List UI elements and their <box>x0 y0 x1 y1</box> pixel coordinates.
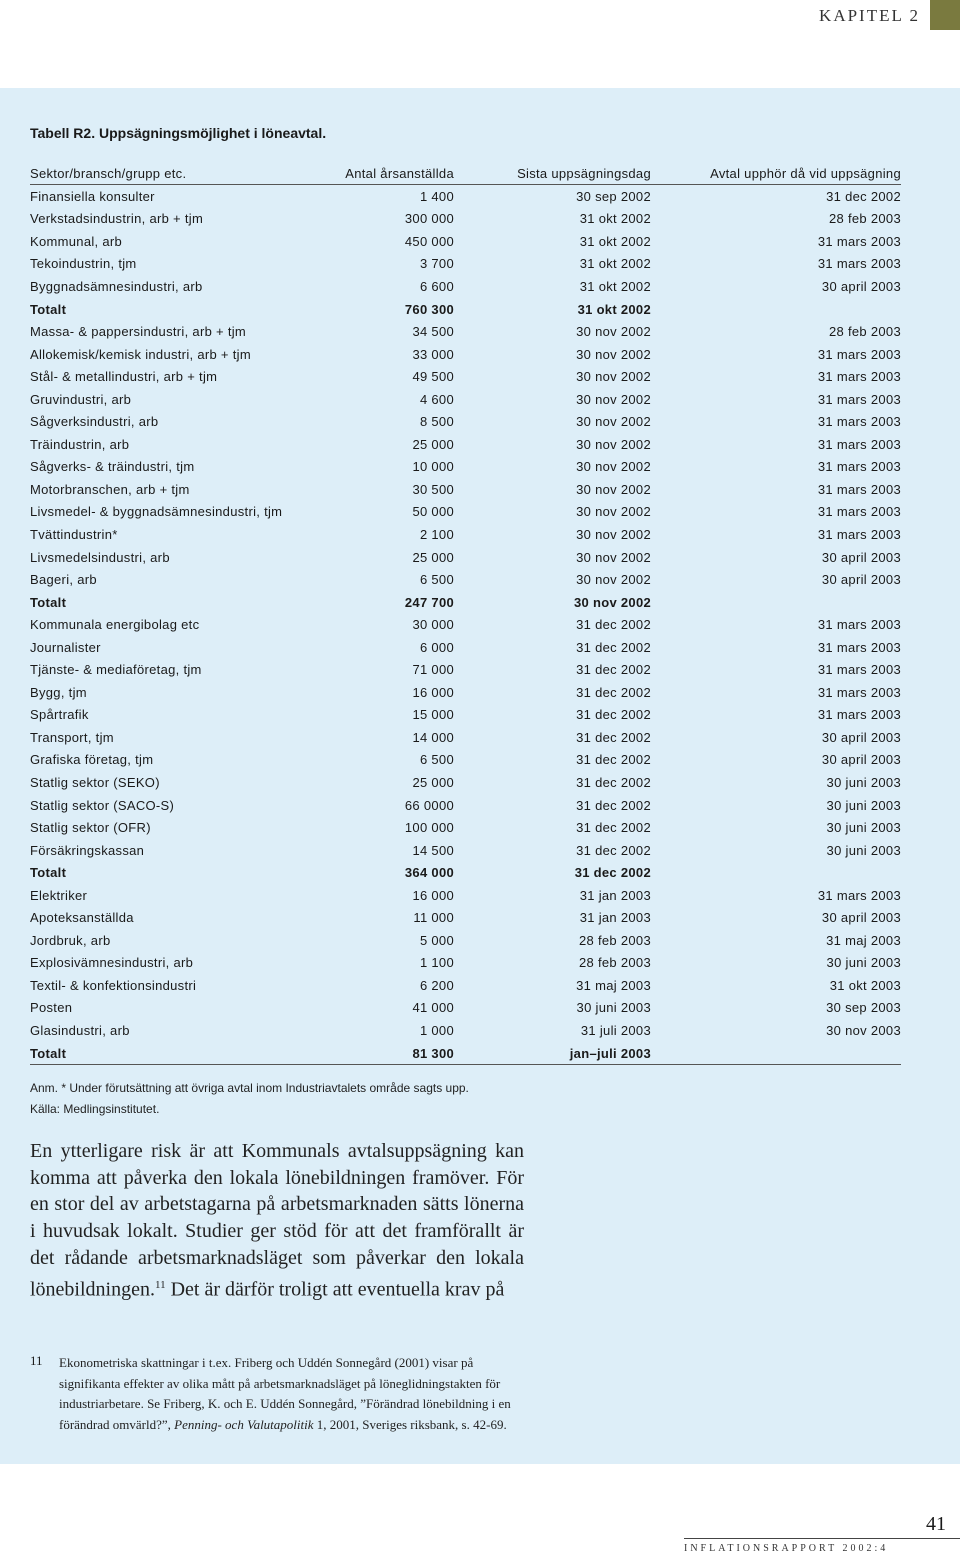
sector-cell: Totalt <box>30 865 67 881</box>
table-row <box>30 839 901 862</box>
sector-cell: Textil- & konfektionsindustri <box>30 977 197 993</box>
agreement-end-cell: 31 mars 2003 <box>817 526 901 542</box>
employees-cell: 364 000 <box>404 865 454 881</box>
employees-cell: 11 000 <box>413 910 454 926</box>
sector-cell: Statlig sektor (SACO-S) <box>30 797 175 813</box>
sector-cell: Statlig sektor (SEKO) <box>30 774 160 790</box>
last-notice-cell: 31 okt 2002 <box>579 256 651 272</box>
last-notice-cell: 30 nov 2002 <box>576 549 651 565</box>
employees-cell: 2 100 <box>419 526 454 542</box>
agreement-end-cell: 28 feb 2003 <box>829 324 901 340</box>
table-row <box>30 974 901 997</box>
publication-name: INFLATIONSRAPPORT 2002:4 <box>684 1543 889 1554</box>
table-row <box>30 749 901 772</box>
last-notice-cell: 31 okt 2002 <box>579 233 651 249</box>
agreement-end-cell: 31 mars 2003 <box>817 436 901 452</box>
employees-cell: 71 000 <box>412 662 454 678</box>
employees-cell: 25 000 <box>412 774 454 790</box>
sector-cell: Tekoindustrin, tjm <box>30 256 137 272</box>
chapter-marker <box>930 0 960 30</box>
sector-cell: Allokemisk/kemisk industri, arb + tjm <box>30 346 251 362</box>
agreement-end-cell: 30 april 2003 <box>821 752 901 768</box>
last-notice-cell: 30 juni 2003 <box>576 1000 651 1016</box>
agreement-end-cell: 31 mars 2003 <box>817 707 901 723</box>
sector-cell: Försäkringskassan <box>30 842 145 858</box>
agreement-end-cell: 30 april 2003 <box>821 549 901 565</box>
sector-cell: Apoteksanställda <box>30 910 134 926</box>
agreement-end-cell <box>651 591 901 614</box>
agreement-end-cell: 31 mars 2003 <box>817 391 901 407</box>
employees-cell: 1 100 <box>419 955 454 971</box>
table-row <box>30 591 901 614</box>
employees-cell: 3 700 <box>419 256 454 272</box>
last-notice-cell: 31 dec 2002 <box>576 639 651 655</box>
table-header-row <box>30 162 901 185</box>
last-notice-cell: 30 nov 2002 <box>576 391 651 407</box>
table-note: Anm. * Under förutsättning att övriga avtal inom Industriavtalets område sagts upp. <box>30 1081 469 1095</box>
table-row <box>30 997 901 1020</box>
table-row <box>30 208 901 231</box>
sector-cell: Finansiella konsulter <box>30 188 155 204</box>
last-notice-cell: 31 dec 2002 <box>576 684 651 700</box>
table-row <box>30 230 901 253</box>
sector-cell: Grafiska företag, tjm <box>30 752 154 768</box>
employees-cell: 49 500 <box>412 369 454 385</box>
sector-cell: Kommunal, arb <box>30 233 123 249</box>
last-notice-cell: 31 okt 2002 <box>579 278 651 294</box>
table-row <box>30 501 901 524</box>
column-header-sector: Sektor/bransch/grupp etc. <box>30 162 330 185</box>
last-notice-cell: 30 nov 2002 <box>576 459 651 475</box>
agreement-end-cell: 30 nov 2003 <box>826 1023 901 1038</box>
sector-cell: Sågverksindustri, arb <box>30 414 159 430</box>
table-row <box>30 1019 901 1042</box>
agreement-end-cell: 30 juni 2003 <box>826 797 901 813</box>
agreement-end-cell <box>651 1042 901 1065</box>
employees-cell: 25 000 <box>412 549 454 565</box>
agreement-end-cell: 30 juni 2003 <box>826 842 901 858</box>
page-number: 41 <box>926 1513 946 1535</box>
last-notice-cell: 31 dec 2002 <box>576 842 651 858</box>
employees-cell: 16 000 <box>412 887 454 903</box>
table-row <box>30 365 901 388</box>
table-row <box>30 771 901 794</box>
agreement-end-cell: 30 april 2003 <box>821 278 901 294</box>
column-header-last-notice-day: Sista uppsägningsdag <box>454 162 651 185</box>
table-row <box>30 410 901 433</box>
table-body <box>30 185 901 1065</box>
table-row <box>30 568 901 591</box>
agreement-end-cell: 31 mars 2003 <box>817 233 901 249</box>
footnote-text-start: Ekonometriska skattningar i t.ex. Friberg och Uddén Sonnegård (2001) visar på signifikanta effekter av olika mått på arbetsmarknadsläget på löneglidningstakten för industriarbetare. Se Friberg, K. och E. Uddén Sonnegård, ”Förändrad lönebildning i en förändrad omvärld?”, <box>59 1355 511 1432</box>
agreement-end-cell <box>651 861 901 884</box>
sector-cell: Sågverks- & träindustri, tjm <box>30 459 195 475</box>
table-row <box>30 658 901 681</box>
employees-cell: 6 600 <box>419 278 454 294</box>
agreement-end-cell: 31 maj 2003 <box>826 932 901 948</box>
employees-cell: 16 000 <box>412 684 454 700</box>
employees-cell: 33 000 <box>412 346 454 362</box>
agreement-end-cell: 31 mars 2003 <box>817 256 901 272</box>
employees-cell: 6 000 <box>419 639 454 655</box>
last-notice-cell: 30 nov 2002 <box>573 594 651 610</box>
table-row <box>30 253 901 276</box>
table-row <box>30 907 901 930</box>
last-notice-cell: 31 dec 2002 <box>576 820 651 836</box>
last-notice-cell: 28 feb 2003 <box>579 932 651 948</box>
table-row <box>30 636 901 659</box>
agreement-end-cell: 31 mars 2003 <box>817 887 901 903</box>
notice-table <box>30 162 901 1065</box>
employees-cell: 100 000 <box>404 820 454 836</box>
table-row <box>30 613 901 636</box>
employees-cell: 41 000 <box>412 1000 454 1016</box>
last-notice-cell: 31 dec 2002 <box>576 617 651 633</box>
agreement-end-cell: 31 mars 2003 <box>817 369 901 385</box>
table-row <box>30 794 901 817</box>
sector-cell: Bygg, tjm <box>30 684 87 700</box>
agreement-end-cell: 31 mars 2003 <box>817 639 901 655</box>
sector-cell: Byggnadsämnesindustri, arb <box>30 278 203 294</box>
last-notice-cell: 31 okt 2002 <box>579 211 651 227</box>
employees-cell: 300 000 <box>404 211 454 227</box>
employees-cell: 30 000 <box>412 617 454 633</box>
employees-cell: 14 500 <box>412 842 454 858</box>
table-row <box>30 546 901 569</box>
agreement-end-cell: 31 okt 2003 <box>829 977 901 993</box>
employees-cell: 81 300 <box>330 1042 454 1065</box>
last-notice-cell: 28 feb 2003 <box>579 955 651 971</box>
last-notice-cell: 30 sep 2002 <box>576 188 651 204</box>
sector-cell: Verkstadsindustrin, arb + tjm <box>30 211 204 227</box>
agreement-end-cell: 31 mars 2003 <box>817 459 901 475</box>
last-notice-cell: 31 dec 2002 <box>576 707 651 723</box>
employees-cell: 25 000 <box>412 436 454 452</box>
table-row <box>30 456 901 479</box>
employees-cell: 14 000 <box>412 729 454 745</box>
sector-cell: Stål- & metallindustri, arb + tjm <box>30 369 218 385</box>
last-notice-cell: 31 dec 2002 <box>574 865 651 881</box>
sector-cell: Statlig sektor (OFR) <box>30 820 151 836</box>
sector-cell: Transport, tjm <box>30 729 114 745</box>
employees-cell: 6 200 <box>419 977 454 993</box>
table-row <box>30 929 901 952</box>
footnote-text <box>59 1353 519 1435</box>
table-row <box>30 861 901 884</box>
table-row <box>30 478 901 501</box>
last-notice-cell: 30 nov 2002 <box>576 481 651 497</box>
employees-cell: 1 000 <box>419 1023 454 1038</box>
sector-cell: Glasindustri, arb <box>30 1023 130 1038</box>
last-notice-cell: 31 juli 2003 <box>580 1023 651 1038</box>
footnote-text-end: 1, 2001, Sveriges riksbank, s. 42-69. <box>313 1416 507 1432</box>
last-notice-cell: 31 dec 2002 <box>576 752 651 768</box>
table-row <box>30 816 901 839</box>
sector-cell: Massa- & pappersindustri, arb + tjm <box>30 324 247 340</box>
agreement-end-cell: 31 mars 2003 <box>817 346 901 362</box>
sector-cell: Gruvindustri, arb <box>30 391 132 407</box>
last-notice-cell: 31 dec 2002 <box>576 662 651 678</box>
body-paragraph-text: En ytterligare risk är att Kommunals avtalsuppsägning kan komma att påverka den lokala lönebildningen framöver. För en stor del av arbetstagarna på arbetsmarknaden sätts lönerna i huvudsak lokalt. Studier ger stöd för att det framförallt är det rådande arbetsmarknadsläget som påverkar den lokala lönebildningen. <box>30 1140 524 1301</box>
sector-cell: Bageri, arb <box>30 572 97 588</box>
last-notice-cell: 30 nov 2002 <box>576 346 651 362</box>
sector-cell: Totalt <box>30 594 67 610</box>
agreement-end-cell: 30 april 2003 <box>821 729 901 745</box>
table-row <box>30 433 901 456</box>
agreement-end-cell: 31 dec 2002 <box>826 188 901 204</box>
footnote-number: 11 <box>30 1353 43 1368</box>
sector-cell: Tjänste- & mediaföretag, tjm <box>30 662 202 678</box>
last-notice-cell: 31 okt 2002 <box>577 301 651 317</box>
sector-cell: Totalt <box>30 301 67 317</box>
table-row <box>30 343 901 366</box>
employees-cell: 760 300 <box>404 301 454 317</box>
employees-cell: 1 400 <box>419 188 454 204</box>
chapter-label: KAPITEL 2 <box>819 6 920 25</box>
agreement-end-cell: 31 mars 2003 <box>817 481 901 497</box>
agreement-end-cell: 30 sep 2003 <box>826 1000 901 1016</box>
last-notice-cell: 30 nov 2002 <box>576 436 651 452</box>
sector-cell: Tvättindustrin* <box>30 526 118 542</box>
table-row <box>30 681 901 704</box>
table-row <box>30 1042 901 1065</box>
column-header-agreement-end: Avtal upphör då vid uppsägning <box>651 162 901 185</box>
employees-cell: 15 000 <box>412 707 454 723</box>
column-header-employees: Antal årsanställda <box>330 162 454 185</box>
sector-cell: Kommunala energibolag etc <box>30 617 200 633</box>
employees-cell: 6 500 <box>419 572 454 588</box>
agreement-end-cell: 31 mars 2003 <box>817 414 901 430</box>
agreement-end-cell: 30 april 2003 <box>821 910 901 926</box>
sector-cell: Totalt <box>30 1042 330 1065</box>
employees-cell: 34 500 <box>412 324 454 340</box>
last-notice-cell: jan–juli 2003 <box>454 1042 651 1065</box>
last-notice-cell: 30 nov 2002 <box>576 572 651 588</box>
agreement-end-cell: 31 mars 2003 <box>817 662 901 678</box>
employees-cell: 10 000 <box>412 459 454 475</box>
sector-cell: Livsmedel- & byggnadsämnesindustri, tjm <box>30 504 283 520</box>
employees-cell: 30 500 <box>412 481 454 497</box>
sector-cell: Livsmedelsindustri, arb <box>30 549 170 565</box>
agreement-end-cell: 30 juni 2003 <box>826 820 901 836</box>
last-notice-cell: 31 maj 2003 <box>576 977 651 993</box>
agreement-end-cell: 30 juni 2003 <box>826 955 901 971</box>
table-row <box>30 320 901 343</box>
agreement-end-cell: 30 juni 2003 <box>826 774 901 790</box>
sector-cell: Explosivämnesindustri, arb <box>30 955 194 971</box>
last-notice-cell: 31 jan 2003 <box>579 910 651 926</box>
employees-cell: 4 600 <box>419 391 454 407</box>
employees-cell: 50 000 <box>412 504 454 520</box>
last-notice-cell: 30 nov 2002 <box>576 324 651 340</box>
agreement-end-cell: 31 mars 2003 <box>817 617 901 633</box>
table-row <box>30 298 901 321</box>
employees-cell: 66 0000 <box>404 797 454 813</box>
last-notice-cell: 31 jan 2003 <box>579 887 651 903</box>
agreement-end-cell: 28 feb 2003 <box>829 211 901 227</box>
footnote-reference: 11 <box>154 1278 166 1291</box>
last-notice-cell: 31 dec 2002 <box>576 797 651 813</box>
agreement-end-cell: 30 april 2003 <box>821 572 901 588</box>
last-notice-cell: 31 dec 2002 <box>576 774 651 790</box>
last-notice-cell: 30 nov 2002 <box>576 504 651 520</box>
employees-cell: 247 700 <box>404 594 454 610</box>
table-row <box>30 185 901 208</box>
employees-cell: 6 500 <box>419 752 454 768</box>
sector-cell: Motorbranschen, arb + tjm <box>30 481 190 497</box>
table-row <box>30 726 901 749</box>
table-row <box>30 704 901 727</box>
agreement-end-cell: 31 mars 2003 <box>817 684 901 700</box>
sector-cell: Elektriker <box>30 887 88 903</box>
sector-cell: Träindustrin, arb <box>30 436 130 452</box>
last-notice-cell: 30 nov 2002 <box>576 414 651 430</box>
table-title: Tabell R2. Uppsägningsmöjlighet i löneavtal. <box>30 125 327 141</box>
employees-cell: 5 000 <box>419 932 454 948</box>
sector-cell: Spårtrafik <box>30 707 89 723</box>
body-paragraph-end: Det är därför troligt att eventuella krav på <box>165 1278 505 1301</box>
table-row <box>30 952 901 975</box>
sector-cell: Journalister <box>30 639 101 655</box>
footnote-journal: Penning- och Valutapolitik <box>174 1416 314 1432</box>
table-row <box>30 388 901 411</box>
last-notice-cell: 30 nov 2002 <box>576 369 651 385</box>
table-row <box>30 523 901 546</box>
last-notice-cell: 30 nov 2002 <box>576 526 651 542</box>
sector-cell: Jordbruk, arb <box>30 932 111 948</box>
agreement-end-cell: 31 mars 2003 <box>817 504 901 520</box>
sector-cell: Posten <box>30 1000 73 1016</box>
footer-rule <box>684 1538 960 1539</box>
table-source: Källa: Medlingsinstitutet. <box>30 1102 160 1116</box>
table-row <box>30 884 901 907</box>
last-notice-cell: 31 dec 2002 <box>576 729 651 745</box>
employees-cell: 450 000 <box>404 233 454 249</box>
employees-cell: 8 500 <box>419 414 454 430</box>
table-row <box>30 275 901 298</box>
body-paragraph <box>30 1138 524 1303</box>
agreement-end-cell <box>651 298 901 321</box>
